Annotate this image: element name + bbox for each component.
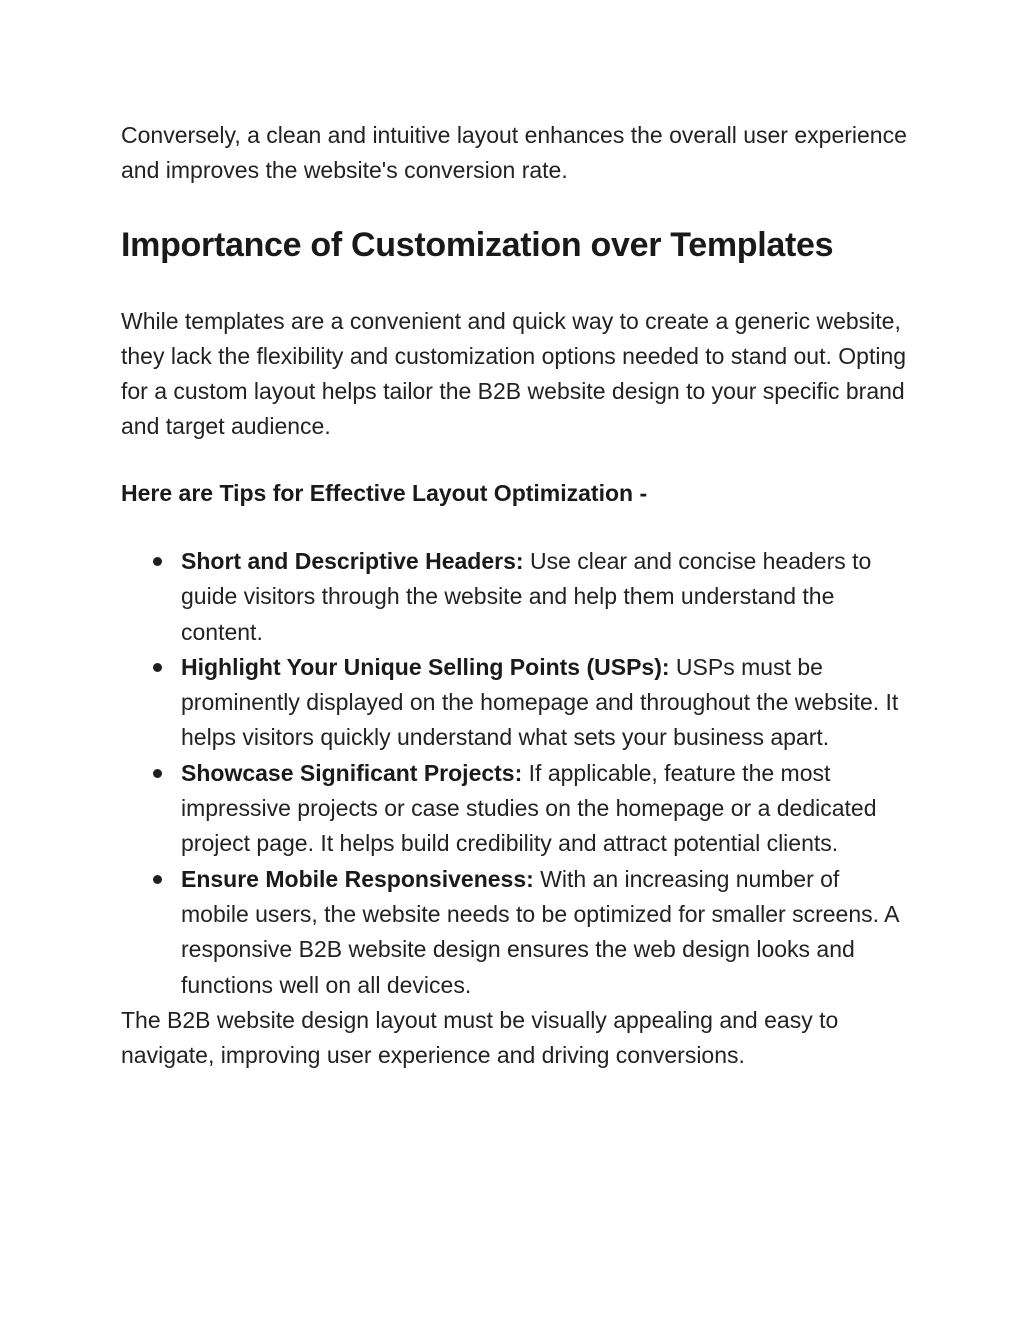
bullet-icon — [153, 557, 162, 566]
tip-text: If applicable, feature the most impressive projects or case studies on the homepage or a dedicated project page. It helps build credibility and attract potential clients. — [181, 759, 877, 857]
tip-title: Ensure Mobile Responsiveness: — [181, 865, 534, 892]
tip-item-headers — [121, 544, 911, 650]
tip-title: Showcase Significant Projects: — [181, 759, 523, 786]
bullet-icon — [153, 769, 162, 778]
tip-title: Highlight Your Unique Selling Points (USPs): — [181, 653, 670, 680]
closing-paragraph: The B2B website design layout must be visually appealing and easy to navigate, improving user experience and driving conversions. — [121, 1006, 839, 1068]
section-heading: Importance of Customization over Templates — [121, 226, 834, 264]
tip-item-usps — [121, 650, 911, 756]
bullet-icon — [153, 875, 162, 884]
tip-text: USPs must be prominently displayed on the homepage and throughout the website. It helps visitors quickly understand what sets your business apart. — [181, 653, 899, 751]
tip-text: Use clear and concise headers to guide visitors through the website and help them understand the content. — [181, 548, 872, 645]
tip-item-mobile — [121, 862, 911, 1003]
document-page — [121, 118, 911, 1073]
bullet-icon — [153, 663, 162, 672]
tip-text: With an increasing number of mobile users, the website needs to be optimized for smaller screens. A responsive B2B website design ensures the web design looks and functions well on all devices. — [181, 865, 899, 998]
tips-list — [121, 544, 911, 1003]
tip-item-projects — [121, 756, 911, 862]
tips-heading: Here are Tips for Effective Layout Optimization - — [121, 480, 648, 506]
section-paragraph: While templates are a convenient and quick way to create a generic website, they lack the flexibility and customization options needed to stand out. Opting for a custom layout helps tailor the B2B website design to your specific brand and target audience. — [121, 308, 907, 439]
tip-title: Short and Descriptive Headers: — [181, 548, 524, 574]
intro-paragraph: Conversely, a clean and intuitive layout enhances the overall user experience and improves the website's conversion rate. — [121, 122, 907, 183]
